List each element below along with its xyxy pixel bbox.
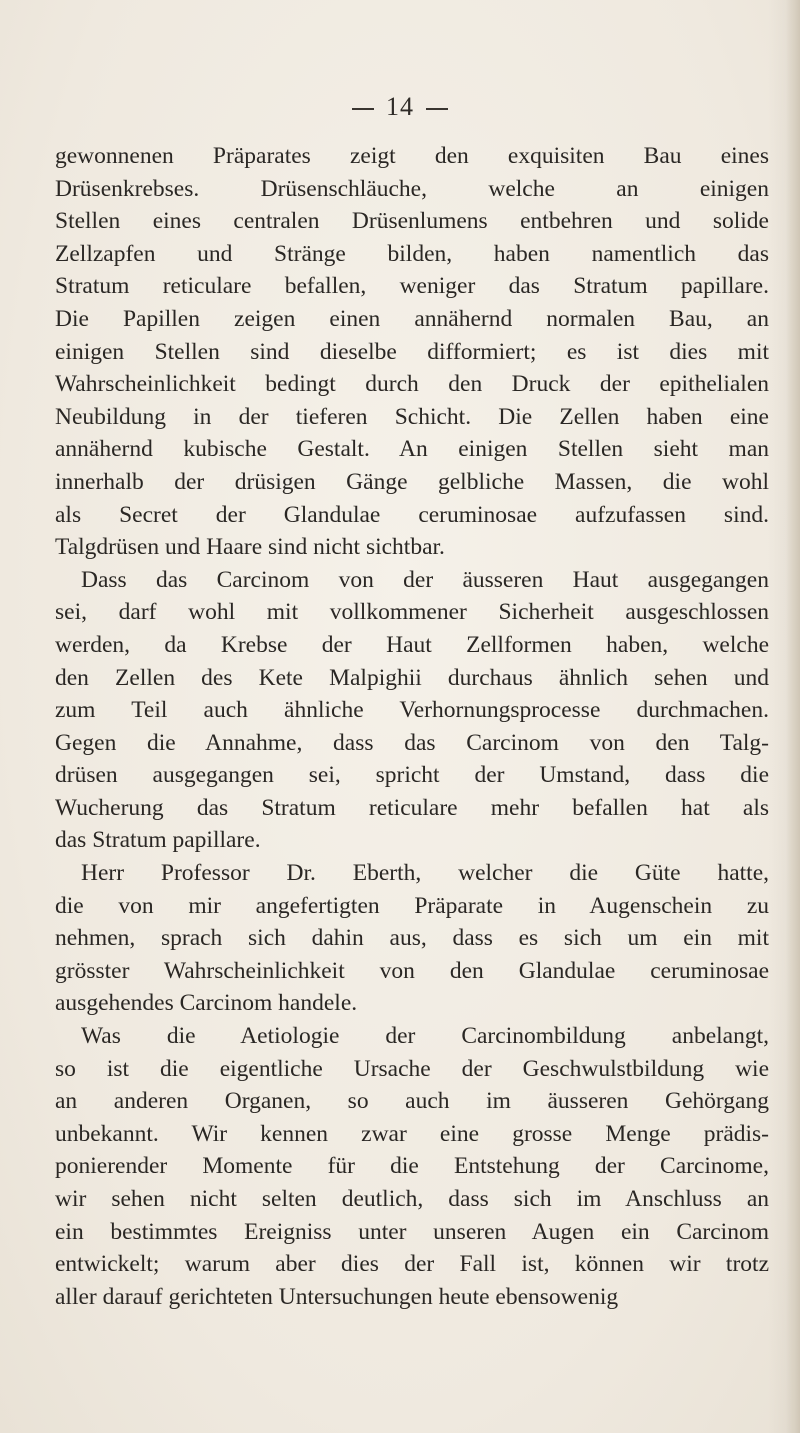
text-line: Wahrscheinlichkeit bedingt durch den Druck der epithelialen (55, 371, 769, 398)
paragraph (55, 1020, 769, 1313)
text-line: sei, darf wohl mit vollkommener Sicherheit ausgeschlossen (55, 599, 769, 626)
text-line: ponierender Momente für die Entstehung der Carcinome, (55, 1153, 769, 1180)
text-line: Wucherung das Stratum reticulare mehr befallen hat als (55, 794, 769, 821)
text-line: die von mir angefertigten Präparate in Augenschein zu (55, 892, 769, 919)
text-line: nehmen, sprach sich dahin aus, dass es sich um ein mit (55, 925, 769, 952)
text-line: Die Papillen zeigen einen annähernd normalen Bau, an (55, 305, 769, 332)
text-line: das Stratum papillare. (55, 827, 261, 854)
paragraph (55, 140, 769, 564)
text-line: ein bestimmtes Ereigniss unter unseren Augen ein Carcinom (55, 1218, 769, 1245)
paragraph (55, 857, 769, 1020)
text-line: so ist die eigentliche Ursache der Geschwulstbildung wie (55, 1055, 769, 1082)
text-line: grösster Wahrscheinlichkeit von den Glandulae ceruminosae (55, 957, 769, 984)
text-line: Was die Aetiologie der Carcinombildung anbelangt, (81, 1023, 769, 1050)
text-line: Stellen eines centralen Drüsenlumens entbehren und solide (55, 208, 769, 235)
text-line: Zellzapfen und Stränge bilden, haben namentlich das (55, 240, 769, 267)
text-line: als Secret der Glandulae ceruminosae aufzufassen sind. (55, 501, 769, 528)
text-line: wir sehen nicht selten deutlich, dass sich im Anschluss an (55, 1186, 769, 1212)
page-edge-shadow (786, 0, 800, 1433)
text-line: Drüsenkrebses. Drüsenschläuche, welche an einigen (55, 175, 769, 202)
text-line: entwickelt; warum aber dies der Fall ist, können wir trotz (55, 1251, 769, 1278)
text-line: ausgehendes Carcinom handele. (55, 990, 358, 1017)
text-line: an anderen Organen, so auch im äusseren Gehörgang (55, 1088, 769, 1115)
text-line: Dass das Carcinom von der äusseren Haut ausgegangen (81, 566, 769, 593)
text-line: zum Teil auch ähnliche Verhornungsprocesse durchmachen. (55, 697, 769, 724)
text-line: Herr Professor Dr. Eberth, welcher die Güte hatte, (81, 860, 769, 887)
text-line: gewonnenen Präparates zeigt den exquisiten Bau eines (55, 143, 769, 169)
body-text (55, 140, 769, 1313)
text-line: unbekannt. Wir kennen zwar eine grosse Menge prädis- (55, 1120, 769, 1147)
page-number: 14 (386, 92, 414, 121)
paragraph (55, 564, 769, 857)
header-dash-right (426, 108, 448, 110)
text-line: innerhalb der drüsigen Gänge gelbliche Massen, die wohl (55, 468, 769, 495)
text-line: werden, da Krebse der Haut Zellformen haben, welche (55, 631, 769, 658)
text-line: annähernd kubische Gestalt. An einigen Stellen sieht man (55, 436, 769, 463)
text-line: aller darauf gerichteten Untersuchungen heute ebensowenig (55, 1283, 619, 1310)
text-line: einigen Stellen sind dieselbe difformiert; es ist dies mit (55, 338, 769, 365)
text-line: Stratum reticulare befallen, weniger das Stratum papillare. (55, 273, 769, 300)
text-line: den Zellen des Kete Malpighii durchaus ähnlich sehen und (55, 664, 769, 691)
header-dash-left (352, 108, 374, 110)
text-line: Gegen die Annahme, dass das Carcinom von den Talg- (55, 729, 769, 756)
text-line: drüsen ausgegangen sei, spricht der Umstand, dass die (55, 762, 769, 789)
text-line: Talgdrüsen und Haare sind nicht sichtbar. (55, 534, 445, 561)
text-line: Neubildung in der tieferen Schicht. Die Zellen haben eine (55, 403, 769, 430)
page-header (0, 92, 800, 122)
